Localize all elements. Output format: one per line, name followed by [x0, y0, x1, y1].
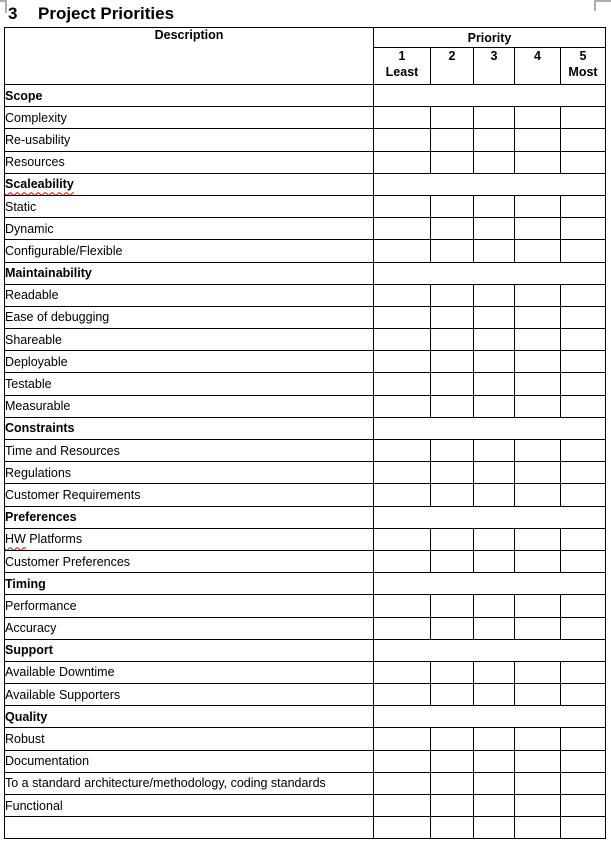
category-row [5, 262, 606, 284]
priority-rating-cell-2[interactable] [431, 728, 474, 750]
priority-rating-cell-2[interactable] [431, 684, 474, 706]
item-label-cell: Complexity [5, 107, 374, 129]
priority-rating-cell-3[interactable] [474, 795, 515, 817]
priority-rating-cell-2[interactable] [431, 617, 474, 639]
scale-value: 2 [448, 49, 456, 63]
priority-rating-cell-5[interactable] [561, 595, 606, 617]
priority-rating-cell-2[interactable] [431, 129, 474, 151]
priority-rating-cell-5[interactable] [561, 240, 606, 262]
priority-rating-cell-1[interactable] [374, 351, 431, 373]
priority-rating-cell-2[interactable] [431, 528, 474, 550]
item-row [5, 284, 606, 306]
priority-rating-cell-1[interactable] [374, 484, 431, 506]
priority-rating-cell-5[interactable] [561, 795, 606, 817]
priority-rating-cell-4[interactable] [515, 817, 561, 839]
item-row [5, 129, 606, 151]
category-row [5, 639, 606, 661]
section-title: Project Priorities [38, 4, 175, 23]
priority-rating-cell-4[interactable] [515, 684, 561, 706]
item-row [5, 195, 606, 217]
priority-rating-cell-4[interactable] [515, 218, 561, 240]
page-crop-mark-top-left [0, 0, 7, 13]
priority-rating-cell-5[interactable] [561, 661, 606, 683]
item-row [5, 595, 606, 617]
section-number: 3 [8, 4, 18, 23]
priority-rating-cell-4[interactable] [515, 440, 561, 462]
priority-rating-cell-1[interactable] [374, 306, 431, 328]
priority-rating-cell-3[interactable] [474, 728, 515, 750]
priority-rating-cell-5[interactable] [561, 306, 606, 328]
priority-rating-cell-2[interactable] [431, 218, 474, 240]
item-label-cell: Dynamic [5, 218, 374, 240]
page-crop-mark-top-right [594, 0, 611, 11]
priority-rating-cell-5[interactable] [561, 750, 606, 772]
priority-rating-cell-4[interactable] [515, 195, 561, 217]
priority-rating-cell-5[interactable] [561, 151, 606, 173]
item-row [5, 351, 606, 373]
priority-rating-cell-2[interactable] [431, 107, 474, 129]
priority-rating-cell-5[interactable] [561, 728, 606, 750]
item-label-cell: Functional [5, 795, 374, 817]
priority-rating-cell-1[interactable] [374, 218, 431, 240]
priority-rating-cell-5[interactable] [561, 462, 606, 484]
item-label-cell: Customer Requirements [5, 484, 374, 506]
priority-rating-cell-2[interactable] [431, 306, 474, 328]
priority-rating-cell-2[interactable] [431, 395, 474, 417]
category-label-cell: Timing [5, 573, 374, 595]
priority-rating-cell-2[interactable] [431, 595, 474, 617]
priority-rating-cell-2[interactable] [431, 462, 474, 484]
priority-rating-cell-4[interactable] [515, 151, 561, 173]
category-priority-span-cell [374, 506, 606, 528]
priority-rating-cell-1[interactable] [374, 795, 431, 817]
priority-rating-cell-3[interactable] [474, 306, 515, 328]
item-label-cell: Shareable [5, 329, 374, 351]
scale-header-3 [474, 48, 515, 85]
scale-value: 5 [579, 49, 587, 63]
priority-rating-cell-4[interactable] [515, 284, 561, 306]
priority-rating-cell-3[interactable] [474, 750, 515, 772]
priority-rating-cell-1[interactable] [374, 550, 431, 572]
priority-rating-cell-1[interactable] [374, 728, 431, 750]
priority-rating-cell-4[interactable] [515, 728, 561, 750]
item-row [5, 373, 606, 395]
item-label-cell: Resources [5, 151, 374, 173]
priority-rating-cell-4[interactable] [515, 306, 561, 328]
priority-rating-cell-3[interactable] [474, 218, 515, 240]
column-header-priority: Priority [374, 28, 606, 48]
item-row [5, 218, 606, 240]
priority-rating-cell-4[interactable] [515, 795, 561, 817]
priority-rating-cell-4[interactable] [515, 329, 561, 351]
item-row [5, 528, 606, 550]
category-priority-span-cell [374, 706, 606, 728]
priority-rating-cell-5[interactable] [561, 351, 606, 373]
item-label-cell: Regulations [5, 462, 374, 484]
priority-rating-cell-1[interactable] [374, 240, 431, 262]
priority-rating-cell-3[interactable] [474, 129, 515, 151]
priority-rating-cell-3[interactable] [474, 373, 515, 395]
item-label-cell: Accuracy [5, 617, 374, 639]
priority-rating-cell-2[interactable] [431, 817, 474, 839]
item-row [5, 728, 606, 750]
category-row [5, 85, 606, 107]
item-row [5, 306, 606, 328]
priority-rating-cell-1[interactable] [374, 661, 431, 683]
priority-rating-cell-4[interactable] [515, 373, 561, 395]
item-row [5, 795, 606, 817]
priority-rating-cell-1[interactable] [374, 284, 431, 306]
priority-rating-cell-1[interactable] [374, 772, 431, 794]
item-row [5, 395, 606, 417]
scale-header-1-least [374, 48, 431, 85]
priority-rating-cell-3[interactable] [474, 195, 515, 217]
column-header-description: Description [5, 28, 374, 85]
priority-rating-cell-4[interactable] [515, 240, 561, 262]
item-label-cell: Customer Preferences [5, 550, 374, 572]
item-label-cell: Readable [5, 284, 374, 306]
priority-rating-cell-2[interactable] [431, 373, 474, 395]
priority-rating-cell-3[interactable] [474, 440, 515, 462]
item-row [5, 440, 606, 462]
priority-rating-cell-4[interactable] [515, 484, 561, 506]
priority-rating-cell-1[interactable] [374, 528, 431, 550]
item-label-cell [5, 817, 374, 839]
scale-value: 3 [490, 49, 498, 63]
priority-rating-cell-1[interactable] [374, 195, 431, 217]
priority-rating-cell-4[interactable] [515, 617, 561, 639]
priority-rating-cell-5[interactable] [561, 550, 606, 572]
item-label-cell: Static [5, 195, 374, 217]
misspelled-word: HW [5, 532, 26, 547]
priorities-table [4, 27, 606, 839]
priority-rating-cell-1[interactable] [374, 151, 431, 173]
item-row [5, 684, 606, 706]
section-heading [8, 4, 174, 23]
category-priority-span-cell [374, 173, 606, 195]
priority-rating-cell-5[interactable] [561, 195, 606, 217]
priority-rating-cell-5[interactable] [561, 329, 606, 351]
priority-rating-cell-3[interactable] [474, 528, 515, 550]
item-label-cell: Robust [5, 728, 374, 750]
priority-rating-cell-1[interactable] [374, 129, 431, 151]
priority-rating-cell-5[interactable] [561, 129, 606, 151]
item-label-cell: Deployable [5, 351, 374, 373]
priority-rating-cell-4[interactable] [515, 750, 561, 772]
category-row [5, 706, 606, 728]
priority-rating-cell-3[interactable] [474, 462, 515, 484]
priority-rating-cell-3[interactable] [474, 617, 515, 639]
priority-rating-cell-2[interactable] [431, 284, 474, 306]
priority-rating-cell-1[interactable] [374, 395, 431, 417]
priority-rating-cell-2[interactable] [431, 484, 474, 506]
table-header [5, 28, 606, 85]
category-label-cell: Constraints [5, 417, 374, 439]
item-label-cell: Available Downtime [5, 661, 374, 683]
item-row [5, 484, 606, 506]
priority-rating-cell-5[interactable] [561, 772, 606, 794]
item-row [5, 550, 606, 572]
priority-rating-cell-4[interactable] [515, 107, 561, 129]
category-row [5, 173, 606, 195]
priority-rating-cell-4[interactable] [515, 528, 561, 550]
misspelled-word: Scaleability [5, 177, 74, 192]
table-body [5, 85, 606, 839]
priority-rating-cell-3[interactable] [474, 484, 515, 506]
priority-rating-cell-1[interactable] [374, 440, 431, 462]
item-label-cell: Available Supporters [5, 684, 374, 706]
priority-rating-cell-3[interactable] [474, 151, 515, 173]
item-row [5, 107, 606, 129]
priority-rating-cell-1[interactable] [374, 107, 431, 129]
priority-rating-cell-4[interactable] [515, 550, 561, 572]
priority-rating-cell-4[interactable] [515, 462, 561, 484]
priority-rating-cell-1[interactable] [374, 617, 431, 639]
priority-rating-cell-5[interactable] [561, 528, 606, 550]
category-label-cell: Preferences [5, 506, 374, 528]
scale-value: 1 [398, 49, 406, 63]
priority-rating-cell-4[interactable] [515, 772, 561, 794]
priority-rating-cell-5[interactable] [561, 617, 606, 639]
priority-rating-cell-5[interactable] [561, 684, 606, 706]
priority-rating-cell-2[interactable] [431, 351, 474, 373]
priority-rating-cell-1[interactable] [374, 684, 431, 706]
priority-rating-cell-5[interactable] [561, 284, 606, 306]
item-row [5, 240, 606, 262]
priority-rating-cell-1[interactable] [374, 329, 431, 351]
category-priority-span-cell [374, 417, 606, 439]
priority-rating-cell-1[interactable] [374, 462, 431, 484]
priority-rating-cell-2[interactable] [431, 795, 474, 817]
priority-rating-cell-5[interactable] [561, 817, 606, 839]
item-label-cell: Testable [5, 373, 374, 395]
priority-rating-cell-4[interactable] [515, 661, 561, 683]
category-label-cell: Maintainability [5, 262, 374, 284]
priority-rating-cell-2[interactable] [431, 550, 474, 572]
item-row [5, 462, 606, 484]
priority-rating-cell-3[interactable] [474, 550, 515, 572]
category-label-cell: Quality [5, 706, 374, 728]
category-priority-span-cell [374, 639, 606, 661]
category-row [5, 417, 606, 439]
priority-rating-cell-3[interactable] [474, 684, 515, 706]
priority-rating-cell-5[interactable] [561, 395, 606, 417]
priority-rating-cell-4[interactable] [515, 395, 561, 417]
priority-rating-cell-1[interactable] [374, 750, 431, 772]
item-label-cell: Configurable/Flexible [5, 240, 374, 262]
priority-rating-cell-1[interactable] [374, 817, 431, 839]
category-label-cell: Support [5, 639, 374, 661]
category-label-cell: Scope [5, 85, 374, 107]
priority-rating-cell-3[interactable] [474, 107, 515, 129]
priority-rating-cell-1[interactable] [374, 595, 431, 617]
category-row [5, 506, 606, 528]
category-priority-span-cell [374, 85, 606, 107]
item-label-cell: Measurable [5, 395, 374, 417]
header-row-main [5, 28, 606, 48]
scale-label: Least [385, 65, 419, 79]
item-row [5, 329, 606, 351]
scale-label: Most [568, 65, 598, 79]
category-row [5, 573, 606, 595]
priority-rating-cell-5[interactable] [561, 484, 606, 506]
item-label-cell: Re-usability [5, 129, 374, 151]
priority-rating-cell-2[interactable] [431, 151, 474, 173]
priority-rating-cell-5[interactable] [561, 107, 606, 129]
priority-rating-cell-3[interactable] [474, 661, 515, 683]
priority-rating-cell-2[interactable] [431, 750, 474, 772]
item-row [5, 151, 606, 173]
item-row [5, 617, 606, 639]
item-row [5, 817, 606, 839]
priority-rating-cell-2[interactable] [431, 440, 474, 462]
scale-header-4 [515, 48, 561, 85]
scale-header-5-most [561, 48, 606, 85]
priority-rating-cell-2[interactable] [431, 661, 474, 683]
item-row [5, 661, 606, 683]
category-priority-span-cell [374, 573, 606, 595]
priority-rating-cell-4[interactable] [515, 595, 561, 617]
item-label-cell: Time and Resources [5, 440, 374, 462]
priority-rating-cell-3[interactable] [474, 772, 515, 794]
item-row [5, 772, 606, 794]
scale-header-2 [431, 48, 474, 85]
item-label-cell: To a standard architecture/methodology, coding standards [5, 772, 374, 794]
priority-rating-cell-5[interactable] [561, 440, 606, 462]
priority-rating-cell-2[interactable] [431, 772, 474, 794]
item-label-cell: HW Platforms [5, 528, 374, 550]
priority-rating-cell-3[interactable] [474, 329, 515, 351]
priority-rating-cell-2[interactable] [431, 240, 474, 262]
priority-rating-cell-5[interactable] [561, 218, 606, 240]
priority-rating-cell-5[interactable] [561, 373, 606, 395]
item-label-cell: Ease of debugging [5, 306, 374, 328]
priority-rating-cell-3[interactable] [474, 284, 515, 306]
priority-rating-cell-3[interactable] [474, 395, 515, 417]
priority-rating-cell-1[interactable] [374, 373, 431, 395]
item-label-cell: Performance [5, 595, 374, 617]
item-row [5, 750, 606, 772]
item-label-cell: Documentation [5, 750, 374, 772]
category-label-cell [5, 173, 374, 195]
priority-rating-cell-3[interactable] [474, 240, 515, 262]
priority-rating-cell-3[interactable] [474, 595, 515, 617]
priority-rating-cell-2[interactable] [431, 195, 474, 217]
scale-value: 4 [534, 49, 541, 63]
category-priority-span-cell [374, 262, 606, 284]
priority-rating-cell-2[interactable] [431, 329, 474, 351]
priority-rating-cell-3[interactable] [474, 351, 515, 373]
priority-rating-cell-4[interactable] [515, 351, 561, 373]
priority-rating-cell-3[interactable] [474, 817, 515, 839]
priority-rating-cell-4[interactable] [515, 129, 561, 151]
